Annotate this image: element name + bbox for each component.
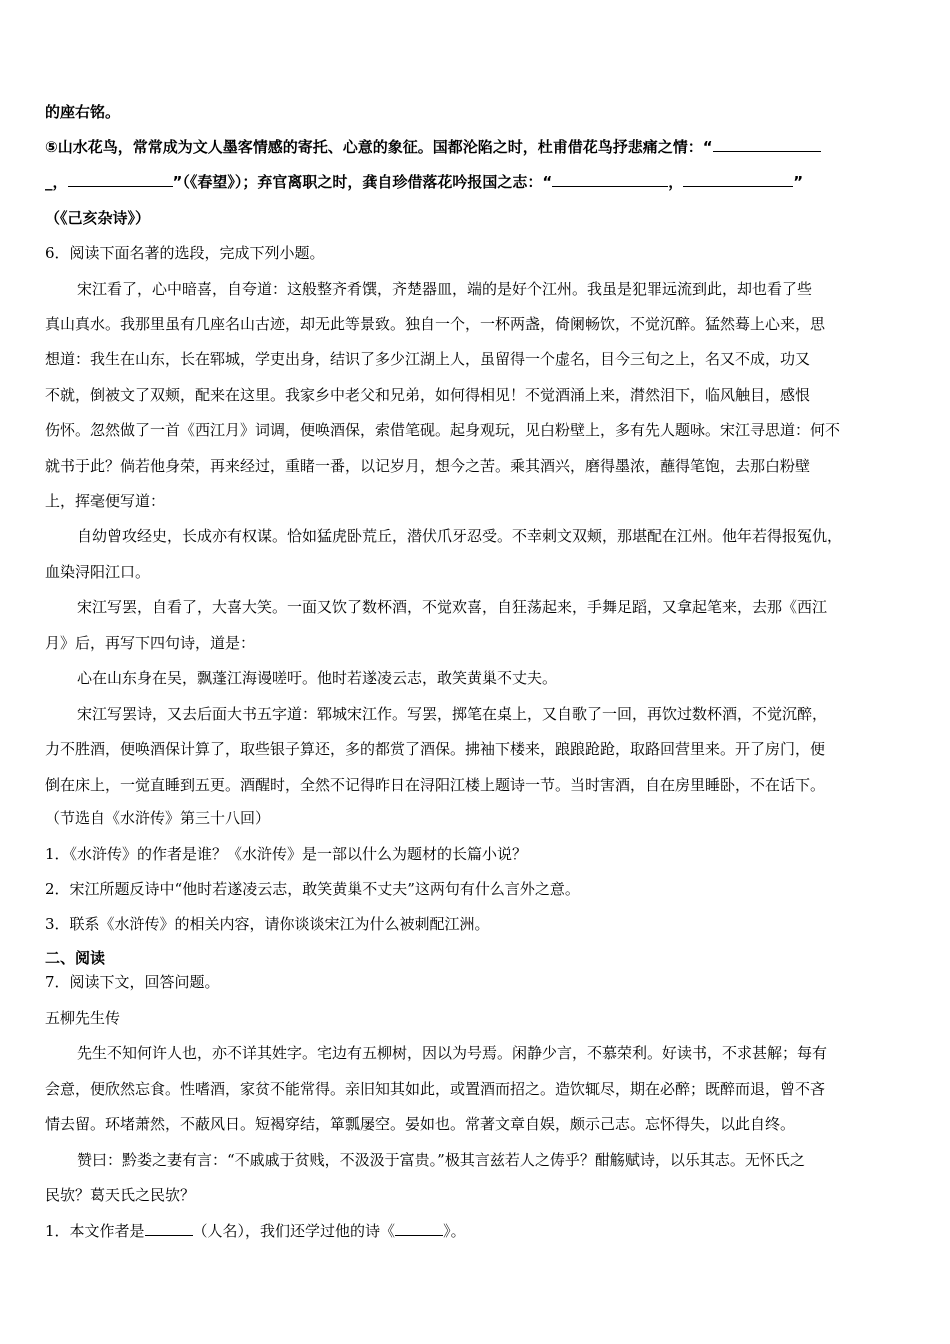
author-name-blank[interactable]: [145, 1221, 193, 1236]
blank-continuation: _，: [45, 173, 68, 191]
q7-passage-line: 赞曰：黔娄之妻有言：“不戚戚于贫贱，不汲汲于富贵。”极其言兹若人之俦乎？酣觞赋诗，以乐其志。无怀氏之: [77, 1151, 805, 1169]
close-quote: ”: [793, 173, 804, 191]
answer-blank[interactable]: [68, 172, 173, 187]
q6-passage-line: 想道：我生在山东，长在郓城，学吏出身，结识了多少江湖上人，虽留得一个虚名，目今三旬之上，名又不成，功又: [45, 350, 811, 368]
q6-passage-line: 就书于此？倘若他身荣，再来经过，重睹一番，以记岁月，想今之苦。乘其酒兴，磨得墨浓，蘸得笔饱，去那白粉壁: [45, 457, 811, 475]
q7-question-1: [45, 1221, 466, 1241]
q7-passage-line: 情去留。环堵萧然，不蔽风日。短褐穿结，箪瓢屡空。晏如也。常著文章自娱，颇示己志。忘怀得失，以此自终。: [45, 1115, 796, 1133]
comma: ，: [668, 173, 684, 191]
q7-q1-text-a: 1．本文作者是: [45, 1222, 145, 1240]
q5-item5-text: 山水花鸟，常常成为文人墨客情感的寄托、心意的象征。国都沦陷之时，杜甫借花鸟抒悲痛之情：“: [57, 138, 713, 156]
q5-item5-mid-text: ”（《春望》）；弃官离职之时，龚自珍借落花吟报国之志：“: [172, 173, 553, 191]
q5-item5-line2: [45, 172, 803, 192]
q6-poem-line: 血染浔阳江口。: [45, 563, 151, 581]
circled-number-5: ⑤: [45, 138, 58, 156]
q6-question-2: 2．宋江所题反诗中“他时若遂凌云志，敢笑黄巢不丈夫”这两句有什么言外之意。: [45, 880, 580, 898]
q7-passage-line: 会意，便欣然忘食。性嗜酒，家贫不能常得。亲旧知其如此，或置酒而招之。造饮辄尽，期在必醉；既醉而退，曾不吝: [45, 1080, 826, 1098]
q6-passage-line: 力不胜酒，便唤酒保计算了，取些银子算还，多的都赏了酒保。拂袖下楼来，踉踉跄跄，取路回营里来。开了房门，便: [45, 740, 826, 758]
q5-tail-text: 的座右铭。: [45, 103, 121, 121]
q7-passage-line: 民欤？葛天氏之民欤？: [45, 1186, 196, 1204]
q6-passage-line: 宋江写罢，自看了，大喜大笑。一面又饮了数杯酒，不觉欢喜，自狂荡起来，手舞足蹈，又拿起笔来，去那《西江: [77, 598, 828, 616]
q7-prompt: 7．阅读下文，回答问题。: [45, 973, 220, 991]
q6-passage-line: 月》后，再写下四句诗，道是：: [45, 634, 256, 652]
answer-blank[interactable]: [683, 172, 793, 187]
q7-passage-line: 先生不知何许人也，亦不详其姓字。宅边有五柳树，因以为号焉。闲静少言，不慕荣利。好读书，不求甚解；每有: [77, 1044, 828, 1062]
q6-passage-line: 伤怀。忽然做了一首《西江月》词调，便唤酒保，索借笔砚。起身观玩，见白粉壁上，多有先人题咏。宋江寻思道：何不: [45, 421, 841, 439]
answer-blank[interactable]: [713, 137, 821, 152]
q6-prompt: 6．阅读下面名著的选段，完成下列小题。: [45, 244, 325, 262]
q6-question-1: 1．《水浒传》的作者是谁？《水浒传》是一部以什么为题材的长篇小说？: [45, 845, 528, 863]
q7-q1-text-b: （人名），我们还学过他的诗《: [192, 1222, 396, 1240]
poem-title-blank[interactable]: [395, 1221, 443, 1236]
q7-q1-text-c: 》。: [443, 1222, 466, 1240]
q6-passage-line: 真山真水。我那里虽有几座名山古迹，却无此等景致。独自一个，一杯两盏，倚阑畅饮，不觉沉醉。猛然蓦上心来，思: [45, 315, 826, 333]
q6-passage-line: 宋江写罢诗，又去后面大书五字道：郓城宋江作。写罢，掷笔在桌上，又自歌了一回，再饮过数杯酒，不觉沉醉，: [77, 705, 828, 723]
q6-poem-line: 心在山东身在吴，飘蓬江海谩嗟吁。他时若遂凌云志，敢笑黄巢不丈夫。: [77, 669, 558, 687]
q6-passage-line: 不就，倒被文了双颊，配来在这里。我家乡中老父和兄弟，如何得相见！不觉酒涌上来，潸然泪下，临风触目，感恨: [45, 386, 811, 404]
q6-passage-line: 宋江看了，心中暗喜，自夸道：这般整齐肴馔，齐楚器皿，端的是好个江州。我虽是犯罪远流到此，却也看了些: [77, 280, 813, 298]
q6-passage-line: 上，挥毫便写道：: [45, 492, 166, 510]
q6-source: （节选自《水浒传》第三十八回）: [45, 809, 271, 827]
q5-item5-source: （《己亥杂诗》）: [45, 209, 151, 227]
q6-passage-line: 倒在床上，一觉直睡到五更。酒醒时，全然不记得昨日在浔阳江楼上题诗一节。当时害酒，自在房里睡卧，不在话下。: [45, 776, 826, 794]
q6-poem-line: 自幼曾攻经史，长成亦有权谋。恰如猛虎卧荒丘，潜伏爪牙忍受。不幸刺文双颊，那堪配在江州。他年若得报冤仇，: [77, 527, 843, 545]
q5-item5-line1: [45, 137, 821, 157]
q7-passage-title: 五柳先生传: [45, 1009, 121, 1027]
section-heading-reading: 二、阅读: [45, 949, 106, 967]
q6-question-3: 3．联系《水浒传》的相关内容，请你谈谈宋江为什么被刺配江洲。: [45, 915, 490, 933]
answer-blank[interactable]: [552, 172, 668, 187]
